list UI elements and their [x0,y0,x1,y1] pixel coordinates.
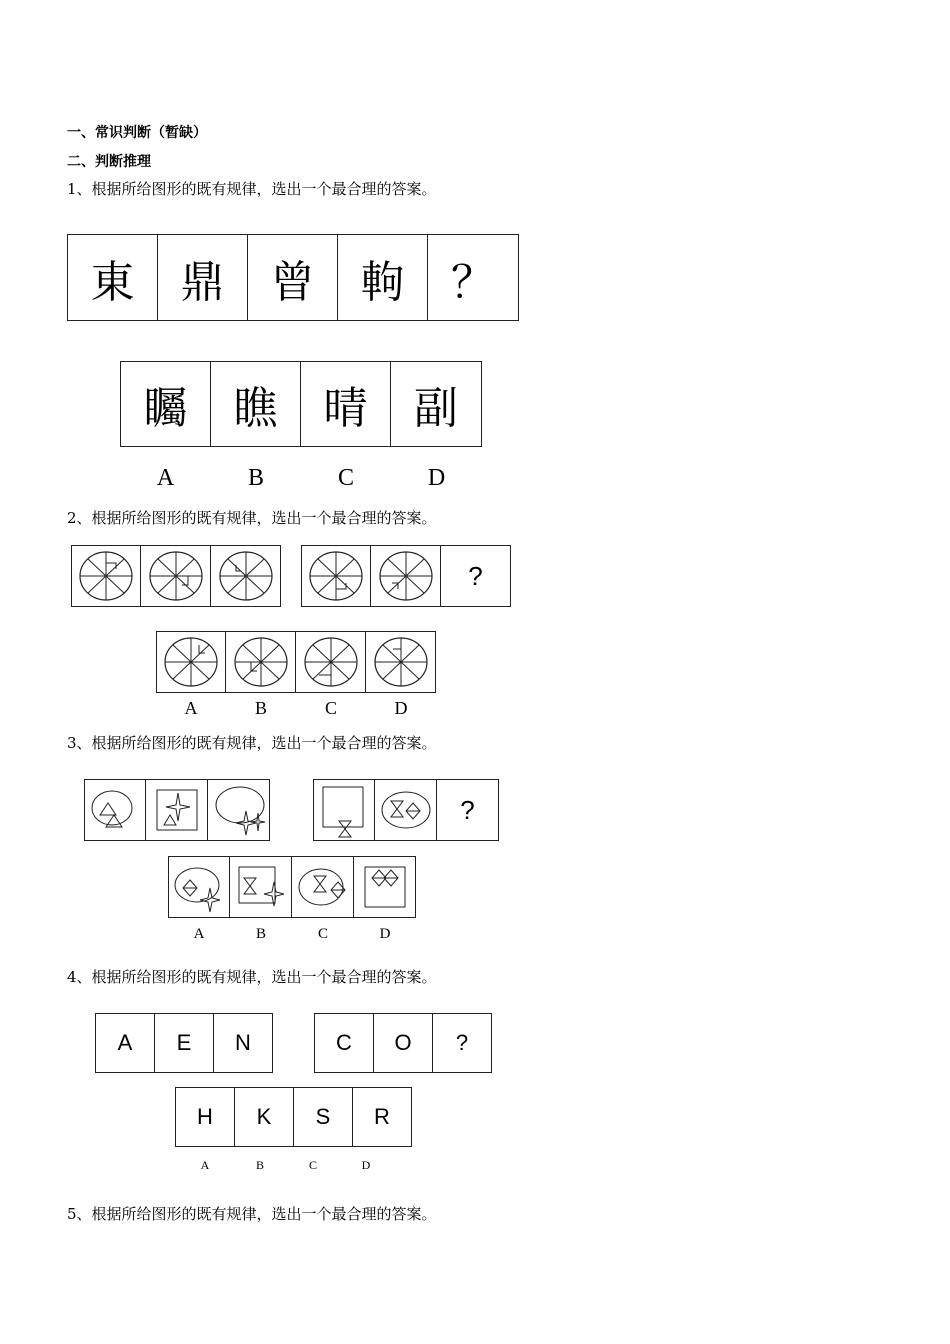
q2-figure-cell [71,545,141,607]
q2-option-b[interactable] [226,631,296,693]
q4-stem-row-1 [95,1013,273,1073]
q2-figure-cell [211,545,281,607]
q3-figure-cell [313,779,375,841]
question-4-prompt: 4、根据所给图形的既有规律，选出一个最合理的答案。 [67,968,437,986]
wheel-figure-icon [218,549,274,603]
q2-figure-cell [371,545,441,607]
q2-option-c[interactable] [296,631,366,693]
q3-figure-cell [208,779,270,841]
q1-stem-cell: 鼎 [158,234,248,321]
square-diamonds-icon [356,858,414,916]
section-heading-common-sense: 一、常识判断（暂缺） [67,125,207,141]
option-label: C [308,1158,317,1172]
wheel-figure-icon [378,549,434,603]
option-label: B [255,926,266,942]
ellipse-hourglass-diamond-icon [294,858,352,916]
wheel-figure-icon [163,635,219,689]
q1-option-b[interactable]: 瞧 [211,361,301,447]
q4-option-b[interactable]: K [235,1087,294,1147]
q1-stem-cell: 軥 [338,234,428,321]
q3-stem-row-2 [313,779,499,841]
wheel-figure-icon [308,549,364,603]
q3-option-labels [168,926,416,943]
q2-figure-cell [301,545,371,607]
section-heading-reasoning: 二、判断推理 [67,154,151,170]
q4-option-a[interactable]: H [175,1087,235,1147]
q1-stem-question-cell: ？ [428,234,519,321]
q1-option-d[interactable]: 副 [391,361,482,447]
ellipse-diamond-star-icon [170,858,228,916]
q1-stem-row [67,234,519,321]
option-label: A [200,1158,210,1172]
question-5-prompt: 5、根据所给图形的既有规律，选出一个最合理的答案。 [67,1205,437,1223]
option-label: A [193,926,205,942]
ellipse-hourglass-diamond-icon [377,781,435,839]
square-hourglass-icon [315,781,373,839]
option-label: A [184,698,198,718]
q3-figure-cell [84,779,146,841]
q3-question-cell: ? [437,779,499,841]
wheel-figure-icon [233,635,289,689]
q4-stem-cell: A [95,1013,155,1073]
q1-option-labels [120,465,482,492]
q4-option-labels [175,1158,391,1173]
question-2-prompt: 2、根据所给图形的既有规律，选出一个最合理的答案。 [67,509,437,527]
option-label: B [254,698,267,718]
q4-stem-cell: O [374,1013,433,1073]
ellipse-triangles-icon [86,781,144,839]
q3-option-c[interactable] [292,856,354,918]
option-label: C [317,926,328,942]
q2-option-labels [156,698,436,719]
q2-option-d[interactable] [366,631,436,693]
option-label: B [255,1158,264,1172]
q4-stem-cell: C [314,1013,374,1073]
q3-option-d[interactable] [354,856,416,918]
option-label: D [394,698,408,718]
option-label: C [337,465,354,491]
option-label: D [361,1158,371,1172]
q3-option-a[interactable] [168,856,230,918]
q3-figure-cell [375,779,437,841]
ellipse-stars-icon [210,781,268,839]
option-label: D [379,926,391,942]
q3-stem-row-1 [84,779,270,841]
q4-stem-cell: N [214,1013,273,1073]
wheel-figure-icon [303,635,359,689]
q3-option-b[interactable] [230,856,292,918]
q4-options-row [175,1087,412,1147]
q1-stem-cell: 曾 [248,234,338,321]
q2-options-row [156,631,436,693]
option-label: D [427,465,446,491]
wheel-figure-icon [148,549,204,603]
q2-option-a[interactable] [156,631,226,693]
q4-stem-cell: E [155,1013,214,1073]
option-label: B [247,465,264,491]
q4-stem-row-2 [314,1013,492,1073]
q4-question-cell: ? [433,1013,492,1073]
q3-options-row [168,856,416,918]
option-label: A [156,465,175,491]
question-3-prompt: 3、根据所给图形的既有规律，选出一个最合理的答案。 [67,734,437,752]
q2-stem-row-2 [301,545,511,607]
q3-figure-cell [146,779,208,841]
q4-option-d[interactable]: R [353,1087,412,1147]
square-hourglass-star-icon [232,858,290,916]
question-1-prompt: 1、根据所给图形的既有规律，选出一个最合理的答案。 [67,180,437,198]
q1-stem-cell: 東 [67,234,158,321]
q4-option-c[interactable]: S [294,1087,353,1147]
wheel-figure-icon [373,635,429,689]
q2-figure-cell [141,545,211,607]
q1-option-a[interactable]: 矚 [120,361,211,447]
option-label: C [324,698,337,718]
q1-options-row [120,361,482,447]
q2-question-cell: ? [441,545,511,607]
q2-stem-row-1 [71,545,281,607]
square-star-icon [148,781,206,839]
q1-option-c[interactable]: 晴 [301,361,391,447]
wheel-figure-icon [78,549,134,603]
